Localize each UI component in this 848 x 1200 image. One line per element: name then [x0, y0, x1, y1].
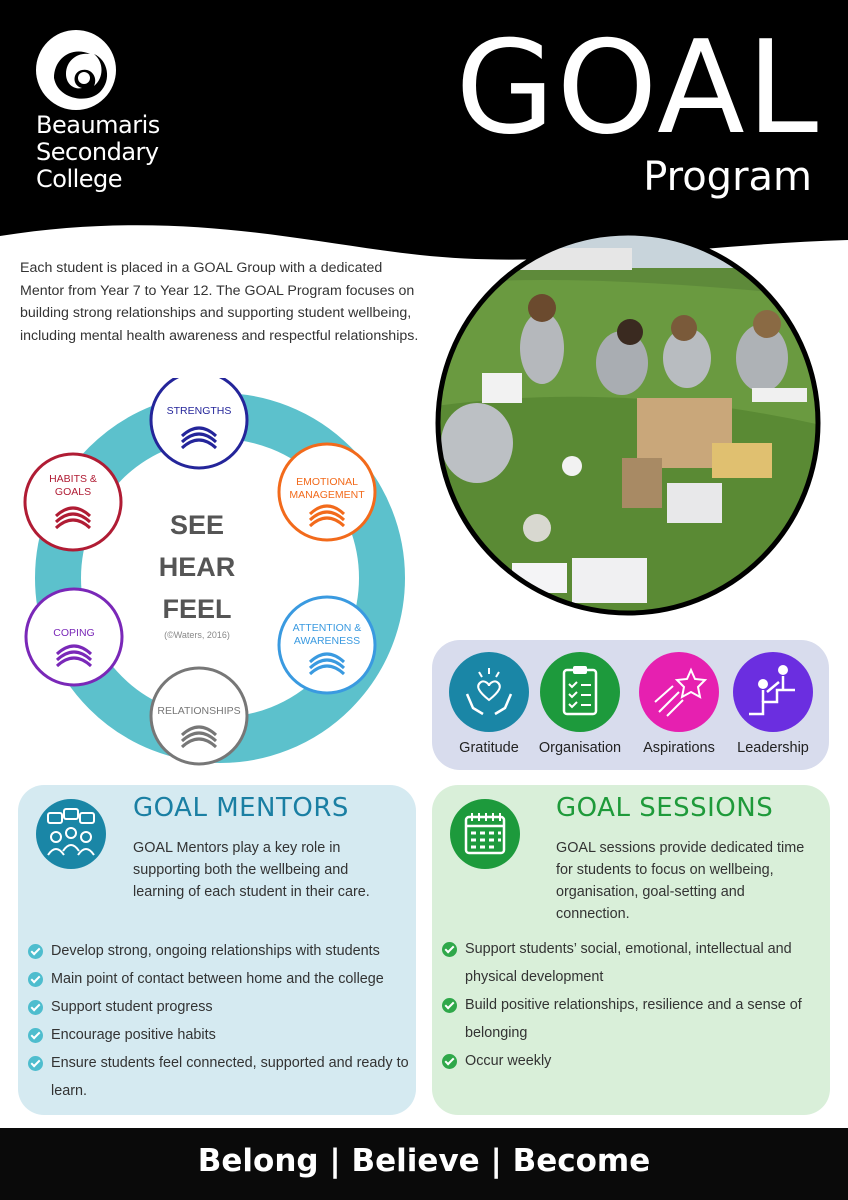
list-item: Ensure students feel connected, supported and ready to learn. — [28, 1049, 413, 1105]
wheel-center-feel: FEEL — [162, 594, 232, 624]
list-item: Occur weekly — [442, 1047, 827, 1075]
mentors-description: GOAL Mentors play a key role in supporting both the wellbeing and learning of each student in their care. — [133, 840, 370, 900]
svg-text:AWARENESS: AWARENESS — [293, 635, 361, 647]
mentors-title: GOAL MENTORS — [133, 793, 349, 823]
group-discussion-icon — [36, 799, 106, 869]
school-name-line1: Beaumaris — [36, 111, 160, 139]
values-strip — [432, 640, 829, 770]
check-icon — [28, 1000, 43, 1015]
sessions-title: GOAL SESSIONS — [556, 793, 774, 823]
wheel-credit: (©Waters, 2016) — [164, 630, 230, 640]
list-item: Support student progress — [28, 993, 413, 1021]
students-photo — [422, 228, 834, 620]
check-icon — [28, 1028, 43, 1043]
svg-text:ATTENTION &: ATTENTION & — [292, 622, 362, 634]
list-item: Support students’ social, emotional, intellectual and physical development — [442, 935, 827, 991]
hands-heart-icon — [449, 652, 529, 732]
svg-text:EMOTIONAL: EMOTIONAL — [296, 476, 358, 488]
value-gratitude — [439, 652, 539, 756]
sessions-description: GOAL sessions provide dedicated time for students to focus on wellbeing, organisation, goal-setting and connection. — [556, 840, 805, 922]
svg-text:HABITS &: HABITS & — [49, 473, 97, 485]
svg-text:GOALS: GOALS — [54, 486, 92, 498]
wheel-node-coping — [26, 589, 122, 685]
value-leadership — [723, 652, 823, 756]
value-label: Aspirations — [643, 740, 715, 756]
wheel-node-emotional-management — [279, 444, 375, 540]
check-icon — [442, 998, 457, 1013]
footer-tagline: Belong | Believe | Become — [197, 1143, 651, 1179]
wheel-node-habits-goals — [25, 454, 121, 550]
svg-text:STRENGTHS: STRENGTHS — [166, 405, 232, 417]
value-aspirations — [629, 652, 729, 756]
wheel-node-attention-awareness — [279, 597, 375, 693]
value-label: Organisation — [538, 740, 622, 756]
wheel-center-see: SEE — [169, 510, 225, 540]
check-icon — [442, 1054, 457, 1069]
check-icon — [28, 1056, 43, 1071]
check-icon — [28, 972, 43, 987]
school-name-line2: Secondary — [36, 138, 159, 166]
wheel-center-hear: HEAR — [158, 552, 236, 582]
school-name-line3: College — [36, 165, 123, 193]
list-item: Encourage positive habits — [28, 1021, 413, 1049]
page-subtitle: Program — [643, 154, 812, 200]
calendar-icon — [450, 799, 520, 869]
list-item: Develop strong, ongoing relationships with students — [28, 937, 413, 965]
wheel-node-relationships — [151, 668, 247, 764]
school-logo — [34, 28, 118, 112]
value-organisation — [530, 652, 630, 756]
climbing-people-icon — [733, 652, 813, 732]
list-item: Main point of contact between home and the college — [28, 965, 413, 993]
mentors-list — [28, 937, 413, 1105]
list-item: Build positive relationships, resilience and a sense of belonging — [442, 991, 827, 1047]
school-name — [36, 112, 160, 193]
shooting-star-icon — [639, 652, 719, 732]
goal-mentors-panel — [18, 785, 416, 1115]
page-title: GOAL — [455, 14, 820, 163]
goal-sessions-panel — [432, 785, 830, 1115]
check-icon — [442, 942, 457, 957]
check-icon — [28, 944, 43, 959]
value-label: Leadership — [737, 740, 809, 756]
svg-text:MANAGEMENT: MANAGEMENT — [289, 489, 365, 501]
svg-text:RELATIONSHIPS: RELATIONSHIPS — [157, 705, 241, 717]
svg-text:COPING: COPING — [53, 627, 95, 639]
footer-banner — [0, 1128, 848, 1200]
sessions-list — [442, 935, 827, 1075]
clipboard-checklist-icon — [540, 652, 620, 732]
value-label: Gratitude — [459, 740, 519, 756]
wellbeing-wheel — [20, 378, 420, 773]
intro-paragraph: Each student is placed in a GOAL Group with a dedicated Mentor from Year 7 to Year 12. The GOAL Program focuses on building strong relationships and supporting student wellbeing, including mental health awareness and respectful relationships. — [20, 260, 419, 344]
wheel-node-strengths — [151, 378, 247, 468]
